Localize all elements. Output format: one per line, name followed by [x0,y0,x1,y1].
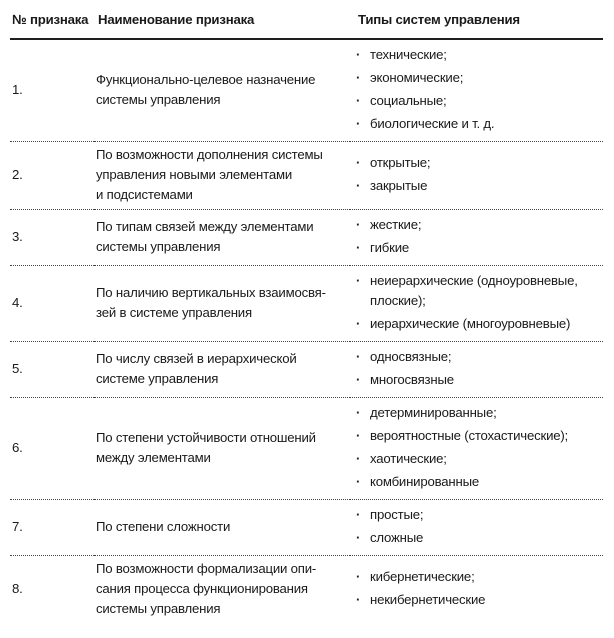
system-types [350,142,603,210]
feature-name: По типам связей между элементами системы управления [94,210,350,266]
table-row [10,500,603,556]
types-list [352,45,601,134]
header-num: № признака [10,7,94,39]
feature-name: Функционально-целевое назначение системы управления [94,39,350,142]
type-item: · хаотические; [352,449,601,469]
types-list [352,505,601,548]
type-item: · вероятностные (стохастические); [352,426,601,446]
row-number: 2. [10,142,94,210]
row-number: 1. [10,39,94,142]
header-types: Типы систем управления [350,7,603,39]
type-item: · гибкие [352,238,601,258]
table-row [10,210,603,266]
system-types [350,39,603,142]
system-types [350,266,603,342]
type-item: · открытые; [352,153,601,173]
type-item: · закрытые [352,176,601,196]
system-types [350,556,603,624]
feature-name: По степени устойчивости отношений между элементами [94,398,350,500]
system-types [350,500,603,556]
type-item: · простые; [352,505,601,525]
feature-name: По степени сложности [94,500,350,556]
header-row [10,7,603,39]
types-list [352,347,601,390]
types-list [352,403,601,492]
table-row [10,556,603,624]
type-item: · сложные [352,528,601,548]
types-list [352,567,601,610]
feature-name: По числу связей в иерархической системе управления [94,342,350,398]
feature-name: По возможности дополнения системы управления новыми элементами и подсистемами [94,142,350,210]
type-item: · социальные; [352,91,601,111]
type-item: · иерархические (многоуровневые) [352,314,601,334]
types-list [352,271,601,334]
type-item: · неиерархические (одноуровневые, плоские); [352,271,601,311]
table-row [10,398,603,500]
feature-name: По возможности формализации опи- сания процесса функционирования системы управления [96,561,317,616]
row-number: 4. [10,266,94,342]
types-list [352,153,601,196]
features-table [10,7,603,623]
table-body [10,39,603,623]
type-item: · биологические и т. д. [352,114,601,134]
type-item: · некибернетические [352,590,601,610]
row-number: 6. [10,398,94,500]
type-item: · кибернетические; [352,567,601,587]
type-item: · технические; [352,45,601,65]
row-number: 8. [12,581,23,596]
type-item: · экономические; [352,68,601,88]
type-item: · комбинированные [352,472,601,492]
table-row [10,39,603,142]
system-types [350,210,603,266]
system-types [350,398,603,500]
system-types [350,342,603,398]
type-item: · односвязные; [352,347,601,367]
feature-name: По наличию вертикальных взаимосвя- зей в системе управления [94,266,350,342]
row-number: 7. [10,500,94,556]
row-number: 3. [10,210,94,266]
types-list [352,215,601,258]
type-item: · детерминированные; [352,403,601,423]
table-row [10,266,603,342]
table-row [10,142,603,210]
table-row [10,342,603,398]
type-item: · многосвязные [352,370,601,390]
table-header [10,7,603,39]
row-number: 5. [10,342,94,398]
type-item: · жесткие; [352,215,601,235]
header-name: Наименование признака [94,7,350,39]
